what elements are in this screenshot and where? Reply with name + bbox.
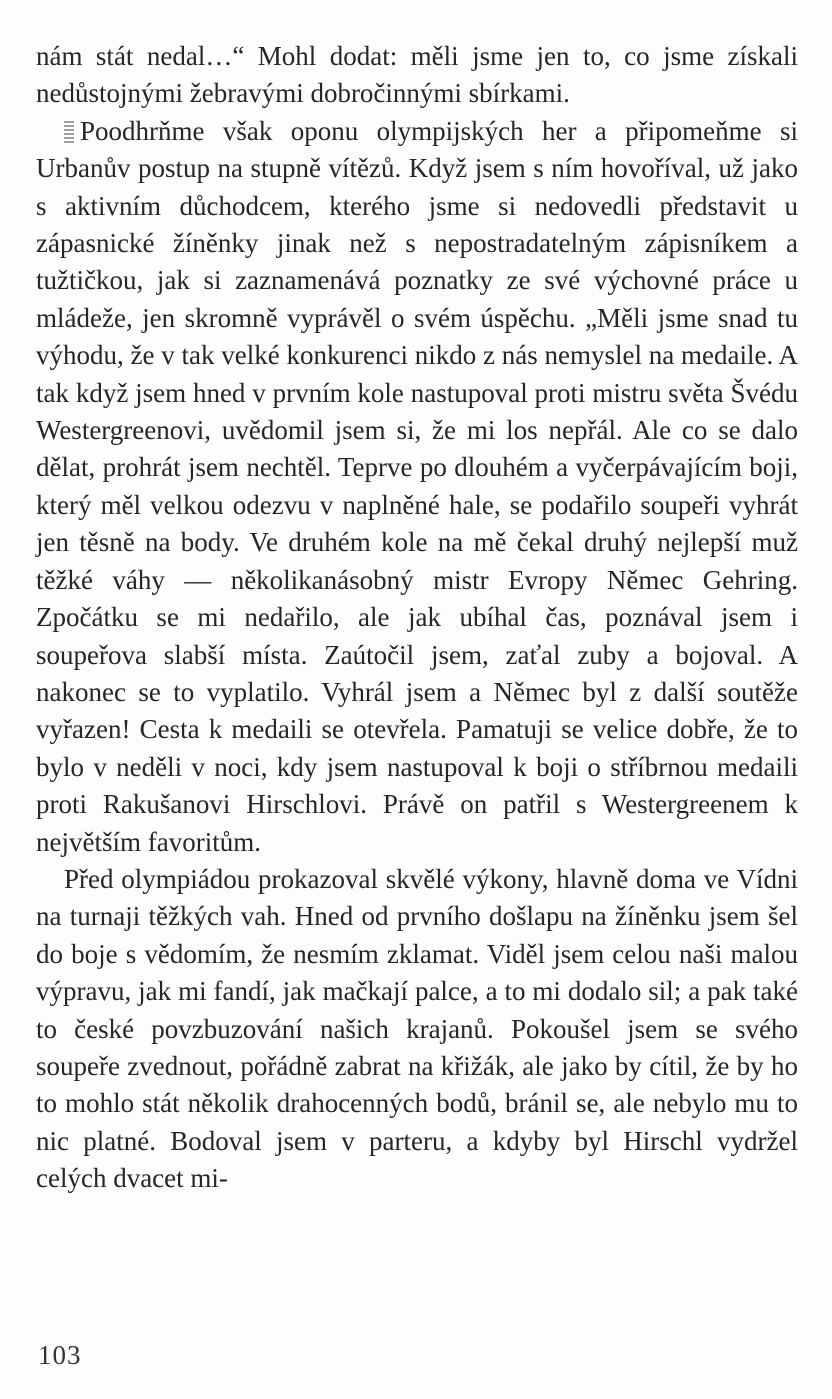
body-text: [36, 38, 798, 1198]
paragraph-2: [36, 113, 798, 861]
page-number: 103: [38, 1340, 82, 1370]
paragraph-3: Před olympiádou prokazoval skvělé výkony, hlavně doma ve Vídni na turnaji těžkých vah. Hned od prvního došlapu na žíněnku jsem šel do boje s vědomím, že nesmím zklamat. Viděl jsem celou naši malou výpravu, jak mi fandí, jak mačkají palce, a to mi dodalo sil; a pak také to české povzbuzování našich krajanů. Pokoušel jsem se svého soupeře zvednout, pořádně zabrat na křižák, ale jako by cítil, že by ho to mohlo stát několik drahocenných bodů, bránil se, ale nebylo mu to nic platné. Bodoval jsem v parteru, a kdyby byl Hirschl vydržel celých dvacet mi-: [36, 863, 798, 1194]
paragraph-1: nám stát nedal…“ Mohl dodat: měli jsme jen to, co jsme získali nedůstojnými žebravými dobročinnými sbírkami.: [36, 41, 798, 109]
paragraph-2-text: Poodhrňme však oponu olympijských her a připomeňme si Urbanův postup na stupně vítězů. Když jsem s ním hovoříval, už jako s aktivním důchodcem, kterého jsme si nedovedli představit u zápasnické žíněnky jinak než s nepostradatelným zápisníkem a tužtičkou, jak si zaznamenává poznatky ze své výchovné práce u mládeže, jen skromně vyprávěl o svém úspěchu. „Měli jsme snad tu výhodu, že v tak velké konkurenci nikdo z nás nemyslel na medaile. A tak když jsem hned v prvním kole nastupoval proti mistru světa Švédu Westergreenovi, uvědomil jsem si, že mi los nepřál. Ale co se dalo dělat, prohrát jsem nechtěl. Teprve po dlouhém a vyčerpávajícím boji, který měl velkou odezvu v naplněné hale, se podařilo soupeři vyhrát jen těsně na body. Ve druhém kole na mě čekal druhý nejlepší muž těžké váhy — několikanásobný mistr Evropy Němec Gehring. Zpočátku se mi nedařilo, ale jak ubíhal čas, poznával jsem i soupeřova slabší místa. Zaútočil jsem, zaťal zuby a bojoval. A nakonec se to vyplatilo. Vyhrál jsem a Němec byl z další soutěže vyřazen! Cesta k medaili se otevřela. Pamatuji se velice dobře, že to bylo v neděli v noci, kdy jsem nastupoval k boji o stříbrnou medaili proti Rakušanovi Hirschlovi. Právě on patřil s Westergreenem k největším favoritům.: [36, 115, 798, 857]
margin-mark-icon: [64, 121, 74, 143]
